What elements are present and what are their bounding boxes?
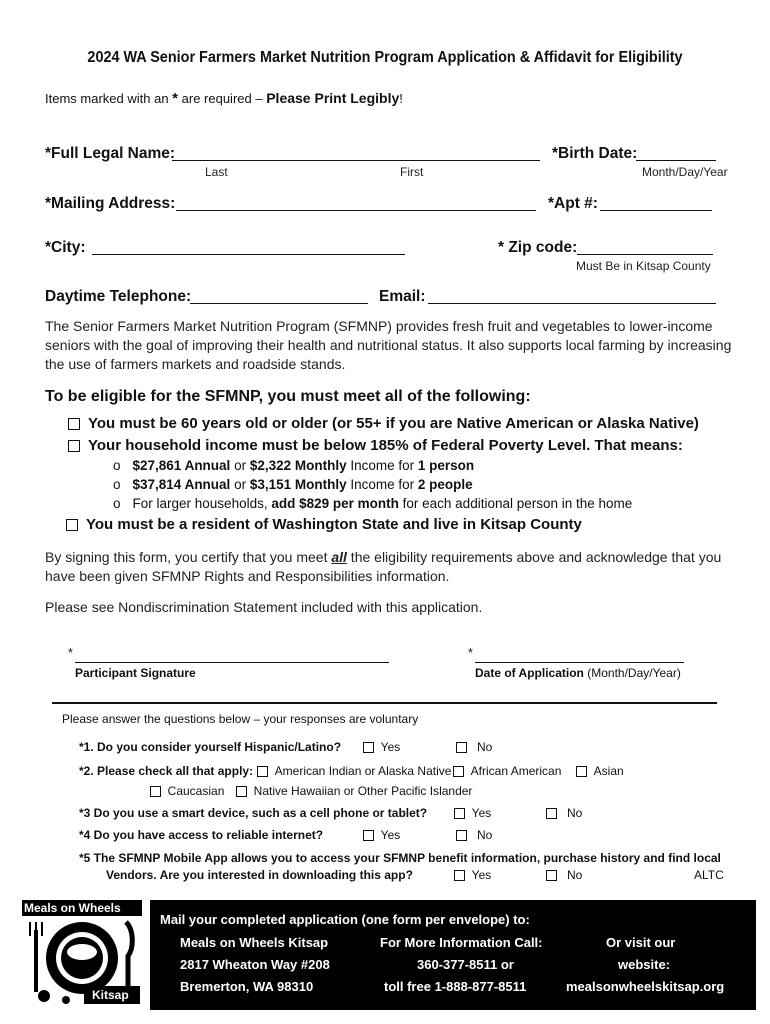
q4-no-checkbox[interactable] bbox=[456, 830, 467, 841]
city-field[interactable] bbox=[92, 240, 405, 255]
website-heading-1: Or visit our bbox=[606, 935, 676, 950]
required-star: * bbox=[172, 90, 179, 107]
q3-no[interactable] bbox=[546, 806, 582, 820]
birth-date-label: *Birth Date: bbox=[552, 145, 638, 162]
nondiscrimination-note: Please see Nondiscrimination Statement included with this application. bbox=[45, 599, 483, 615]
residency-requirement bbox=[66, 516, 582, 533]
bullet-3-amount: add $829 per month bbox=[271, 496, 399, 511]
program-description: The Senior Farmers Market Nutrition Program (SFMNP) provides fresh fruit and vegetables to lower-income seniors with the goal of improving their health and nutritional status. It also supports local farming by increasing the use of farmers markets and roadside stands. bbox=[45, 318, 732, 372]
participant-signature-label: Participant Signature bbox=[75, 666, 196, 680]
participant-signature-field[interactable] bbox=[75, 650, 389, 663]
mail-heading: Mail your completed application (one form per envelope) to: bbox=[160, 912, 530, 927]
income-requirement-text: Your household income must be below 185% of Federal Poverty Level. That means: bbox=[88, 437, 683, 454]
q3-yes-label: Yes bbox=[471, 806, 492, 820]
q5-no[interactable] bbox=[546, 868, 582, 882]
race-1-checkbox[interactable] bbox=[257, 766, 268, 777]
race-3-label: Asian bbox=[593, 764, 624, 778]
mailing-address-field[interactable] bbox=[176, 196, 536, 211]
email-label: Email: bbox=[379, 288, 426, 305]
q4-yes-checkbox[interactable] bbox=[363, 830, 374, 841]
age-requirement-text: You must be 60 years old or older (or 55+ if you are Native American or Alaska Native) bbox=[88, 415, 699, 432]
q1-yes-checkbox[interactable] bbox=[363, 742, 374, 753]
zip-field[interactable] bbox=[577, 240, 713, 255]
city-label: *City: bbox=[45, 239, 86, 256]
q3-no-label: No bbox=[567, 806, 583, 820]
apt-field[interactable] bbox=[600, 196, 712, 211]
voluntary-intro: Please answer the questions below – your responses are voluntary bbox=[62, 712, 419, 726]
signature-star: * bbox=[68, 646, 73, 660]
certify-pre: By signing this form, you certify that you meet bbox=[45, 549, 332, 565]
race-4-checkbox[interactable] bbox=[150, 786, 161, 797]
address-line-3: Bremerton, WA 98310 bbox=[180, 979, 314, 994]
mailing-info-box bbox=[150, 900, 756, 1010]
question-5: *5 The SFMNP Mobile App allows you to access your SFMNP benefit information, purchase history and find local bbox=[79, 851, 721, 865]
bullet-1-or: or bbox=[230, 458, 250, 473]
income-bullet-1: o $27,861 Annual or $2,322 Monthly Income for 1 person bbox=[113, 458, 475, 473]
certification-text bbox=[45, 548, 735, 586]
q4-yes[interactable] bbox=[363, 828, 400, 842]
residency-requirement-text: You must be a resident of Washington State and live in Kitsap County bbox=[86, 516, 582, 533]
race-5-checkbox[interactable] bbox=[236, 786, 247, 797]
bullet-1-rest: Income for bbox=[346, 458, 418, 473]
form-code: ALTC bbox=[694, 868, 724, 882]
zip-label: * Zip code: bbox=[498, 239, 578, 256]
meals-on-wheels-logo bbox=[22, 900, 142, 1008]
date-star: * bbox=[468, 646, 473, 660]
bullet-2-rest: Income for bbox=[346, 477, 418, 492]
phone-heading: For More Information Call: bbox=[380, 935, 543, 950]
race-5-label: Native Hawaiian or Other Pacific Islander bbox=[253, 784, 473, 798]
race-2-label: African American bbox=[470, 764, 562, 778]
bullet-2-annual: $37,814 Annual bbox=[132, 477, 231, 492]
bullet-2-or: or bbox=[230, 477, 250, 492]
website-heading-2: website: bbox=[618, 957, 671, 972]
race-3-checkbox[interactable] bbox=[576, 766, 587, 777]
birth-date-field[interactable] bbox=[636, 146, 716, 161]
race-option-2[interactable] bbox=[453, 764, 561, 778]
certify-all: all bbox=[331, 549, 347, 565]
address-line-1: Meals on Wheels Kitsap bbox=[180, 935, 329, 950]
mailing-address-label: *Mailing Address: bbox=[45, 195, 176, 212]
apt-label: *Apt #: bbox=[548, 195, 598, 212]
application-date-field[interactable] bbox=[475, 650, 684, 663]
race-option-4[interactable] bbox=[150, 784, 224, 798]
bullet-3-rest: for each additional person in the home bbox=[398, 496, 633, 511]
q3-no-checkbox[interactable] bbox=[546, 808, 557, 819]
age-checkbox[interactable] bbox=[68, 418, 80, 430]
bullet-2-monthly: $3,151 Monthly bbox=[249, 477, 347, 492]
eligibility-heading: To be eligible for the SFMNP, you must meet all of the following: bbox=[45, 388, 531, 405]
q5-yes[interactable] bbox=[454, 868, 491, 882]
last-name-hint: Last bbox=[205, 165, 228, 179]
q5-yes-checkbox[interactable] bbox=[454, 870, 465, 881]
q1-yes-label: Yes bbox=[380, 740, 401, 754]
race-option-1[interactable] bbox=[257, 764, 451, 778]
bullet-2-size: 2 people bbox=[417, 477, 473, 492]
logo-text-bottom: Kitsap bbox=[92, 988, 129, 1002]
toll-free-number[interactable]: toll free 1-888-877-8511 bbox=[384, 979, 527, 994]
q3-yes[interactable] bbox=[454, 806, 491, 820]
address-line-2: 2817 Wheaton Way #208 bbox=[180, 957, 330, 972]
income-bullet-2: o $37,814 Annual or $3,151 Monthly Income for 2 people bbox=[113, 477, 473, 492]
age-requirement bbox=[68, 415, 699, 432]
question-4: *4 Do you have access to reliable internet? bbox=[79, 828, 324, 842]
first-name-hint: First bbox=[400, 165, 424, 179]
email-field[interactable] bbox=[428, 289, 716, 304]
race-option-3[interactable] bbox=[576, 764, 624, 778]
race-1-label: American Indian or Alaska Native bbox=[274, 764, 452, 778]
full-name-field[interactable] bbox=[172, 146, 540, 161]
question-3: *3 Do you use a smart device, such as a cell phone or tablet? bbox=[79, 806, 428, 820]
date-hint: (Month/Day/Year) bbox=[587, 666, 681, 680]
q1-no[interactable] bbox=[456, 740, 492, 754]
residency-checkbox[interactable] bbox=[66, 519, 78, 531]
full-name-label: *Full Legal Name: bbox=[45, 145, 176, 162]
income-bullet-3: o For larger households, add $829 per month for each additional person in the home bbox=[113, 496, 633, 511]
q5-no-checkbox[interactable] bbox=[546, 870, 557, 881]
zip-hint: Must Be in Kitsap County bbox=[576, 259, 711, 273]
question-2: *2. Please check all that apply: bbox=[79, 764, 254, 778]
birth-date-hint: Month/Day/Year bbox=[642, 165, 728, 179]
bullet-3-pre: For larger households, bbox=[132, 496, 272, 511]
logo-text-top-label: Meals on Wheels bbox=[24, 901, 121, 915]
q4-no-label: No bbox=[477, 828, 493, 842]
q1-no-checkbox[interactable] bbox=[456, 742, 467, 753]
q5-no-label: No bbox=[567, 868, 583, 882]
phone-field[interactable] bbox=[190, 289, 368, 304]
q1-no-label: No bbox=[477, 740, 493, 754]
application-date-label bbox=[475, 666, 681, 680]
certify-post: the eligibility requirements above and acknowledge that you have been given SFMNP Rights and Responsibilities information. bbox=[45, 549, 722, 584]
print-legibly: Please Print Legibly bbox=[266, 90, 400, 106]
race-2-checkbox[interactable] bbox=[453, 766, 464, 777]
q5-yes-label: Yes bbox=[471, 868, 492, 882]
q4-yes-label: Yes bbox=[380, 828, 401, 842]
question-1: *1. Do you consider yourself Hispanic/Latino? bbox=[79, 740, 342, 754]
phone-label: Daytime Telephone: bbox=[45, 288, 192, 305]
required-note-suffix: ! bbox=[399, 91, 403, 106]
page-title: 2024 WA Senior Farmers Market Nutrition Program Application & Affidavit for Eligibility bbox=[87, 49, 683, 66]
bullet-1-annual: $27,861 Annual bbox=[132, 458, 231, 473]
phone-number: 360-377-8511 or bbox=[417, 957, 514, 972]
required-note-middle: are required – bbox=[181, 91, 263, 106]
bullet-1-size: 1 person bbox=[417, 458, 475, 473]
race-4-label: Caucasian bbox=[167, 784, 225, 798]
q3-yes-checkbox[interactable] bbox=[454, 808, 465, 819]
race-option-5[interactable] bbox=[236, 784, 472, 798]
q4-no[interactable] bbox=[456, 828, 492, 842]
bullet-1-monthly: $2,322 Monthly bbox=[249, 458, 347, 473]
website-link[interactable]: mealsonwheelskitsap.org bbox=[566, 979, 725, 994]
income-requirement bbox=[68, 437, 683, 454]
section-divider bbox=[52, 702, 717, 704]
date-label-text: Date of Application bbox=[475, 666, 584, 680]
question-5-cont: Vendors. Are you interested in downloading this app? bbox=[106, 868, 413, 882]
q1-yes[interactable] bbox=[363, 740, 400, 754]
required-note bbox=[45, 90, 403, 107]
income-checkbox[interactable] bbox=[68, 440, 80, 452]
required-note-prefix: Items marked with an bbox=[45, 91, 169, 106]
